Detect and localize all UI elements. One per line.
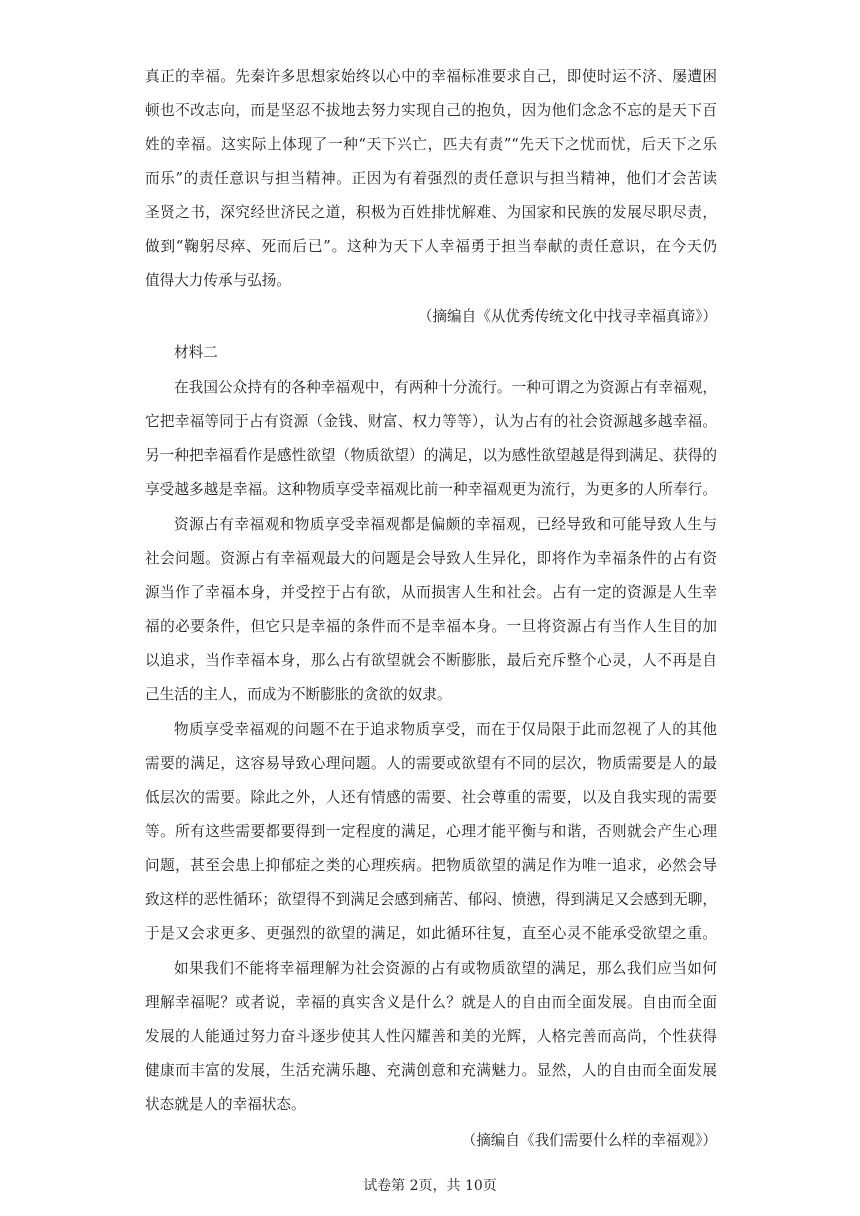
text-line: 源当作了幸福本身，并受控于占有欲，从而损害人生和社会。占有一定的资源是人生幸 (145, 584, 717, 601)
text-line: 社会问题。资源占有幸福观最大的问题是会导致人生异化，即将作为幸福条件的占有资 (145, 550, 717, 567)
text-line: 资源占有幸福观和物质享受幸福观都是偏颇的幸福观，已经导致和可能导致人生与 (174, 516, 717, 533)
source-citation-2: （摘编自《我们需要什么样的幸福观》） (461, 1132, 717, 1149)
text-line: 圣贤之书，深究经世济民之道，积极为百姓排忧解难、为国家和民族的发展尽职尽责， (145, 204, 717, 221)
page-footer: 试卷第 2页，共 10页 (363, 1178, 497, 1194)
text-line: 而乐”的责任意识与担当精神。正因为有着强烈的责任意识与担当精神，他们才会苦读 (145, 170, 717, 187)
text-line: 等。所有这些需要都要得到一定程度的满足，心理才能平衡与和谐，否则就会产生心理 (145, 823, 717, 840)
text-line: 问题，甚至会患上抑郁症之类的心理疾病。把物质欲望的满足作为唯一追求，必然会导 (145, 857, 717, 874)
text-line: 理解幸福呢？或者说，幸福的真实含义是什么？就是人的自由而全面发展。自由而全面 (145, 994, 717, 1011)
text-line: 顿也不改志向，而是坚忍不拔地去努力实现自己的抱负，因为他们念念不忘的是天下百 (145, 102, 717, 119)
source-citation-1: （摘编自《从优秀传统文化中找寻幸福真谛》） (417, 308, 717, 325)
text-line: 健康而丰富的发展，生活充满乐趣、充满创意和充满魅力。显然，人的自由而全面发展 (145, 1062, 717, 1079)
text-line: 于是又会求更多、更强烈的欲望的满足，如此循环往复，直至心灵不能承受欲望之重。 (145, 925, 717, 942)
text-line: 状态就是人的幸福状态。 (145, 1096, 306, 1113)
text-line: 值得大力传承与弘扬。 (145, 272, 291, 289)
text-line: 姓的幸福。这实际上体现了一种“天下兴亡，匹夫有责”“先天下之忧而忧，后天下之乐 (145, 136, 717, 153)
text-line: 另一种把幸福看作是感性欲望（物质欲望）的满足，以为感性欲望越是得到满足、获得的 (145, 447, 717, 464)
text-line: 享受越多越是幸福。这种物质享受幸福观比前一种幸福观更为流行，为更多的人所奉行。 (145, 481, 717, 498)
text-line: 它把幸福等同于占有资源（金钱、财富、权力等等），认为占有的社会资源越多越幸福。 (145, 413, 717, 430)
text-line: 如果我们不能将幸福理解为社会资源的占有或物质欲望的满足，那么我们应当如何 (174, 960, 717, 977)
text-line: 物质享受幸福观的问题不在于追求物质享受，而在于仅局限于此而忽视了人的其他 (174, 721, 717, 738)
text-line: 己生活的主人，而成为不断膨胀的贪欲的奴隶。 (145, 686, 452, 703)
text-line: 真正的幸福。先秦许多思想家始终以心中的幸福标准要求自己，即使时运不济、屡遭困 (145, 68, 717, 85)
text-line: 致这样的恶性循环；欲望得不到满足会感到痛苦、郁闷、愤懑，得到满足又会感到无聊， (145, 891, 717, 908)
text-line: 在我国公众持有的各种幸福观中，有两种十分流行。一种可谓之为资源占有幸福观， (174, 379, 717, 396)
section-heading-material-2: 材料二 (174, 344, 218, 361)
text-line: 做到“鞠躬尽瘁、死而后已”。这种为天下人幸福勇于担当奉献的责任意识，在今天仍 (145, 238, 717, 255)
text-line: 需要的满足，这容易导致心理问题。人的需要或欲望有不同的层次，物质需要是人的最 (145, 755, 717, 772)
text-line: 福的必要条件，但它只是幸福的条件而不是幸福本身。一旦将资源占有当作人生目的加 (145, 618, 717, 635)
text-line: 发展的人能通过努力奋斗逐步使其人性闪耀善和美的光辉，人格完善而高尚，个性获得 (145, 1028, 717, 1045)
text-line: 低层次的需要。除此之外，人还有情感的需要、社会尊重的需要，以及自我实现的需要 (145, 789, 717, 806)
text-line: 以追求，当作幸福本身，那么占有欲望就会不断膨胀，最后充斥整个心灵，人不再是自 (145, 652, 717, 669)
